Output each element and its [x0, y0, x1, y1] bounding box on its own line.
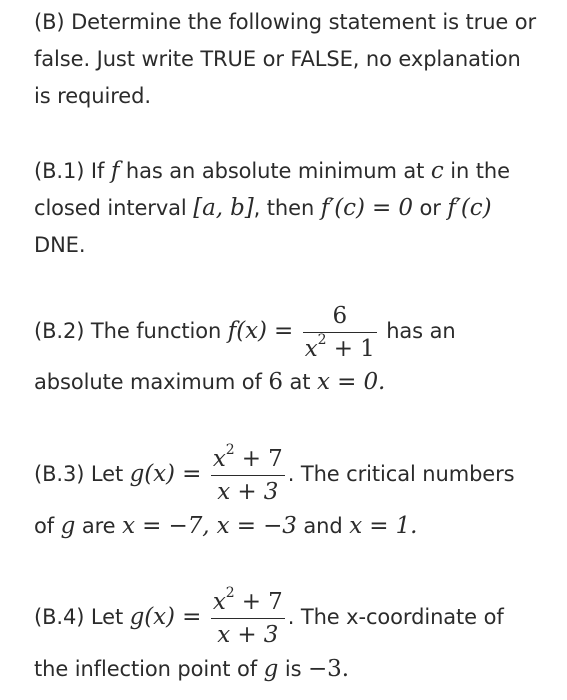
b4-numerator	[211, 584, 285, 617]
b2-line-1	[34, 298, 554, 364]
b4-fraction-bar	[211, 618, 285, 619]
intro-paragraph	[34, 4, 554, 115]
b2-line-2	[34, 364, 554, 401]
b2-numerator: 6	[332, 302, 347, 329]
b1-text-5: , then	[253, 196, 321, 220]
b3-text-4: are	[75, 514, 123, 538]
b1-text-3: in the	[443, 159, 510, 183]
intro-line-1: (B) Determine the following statement is true or	[34, 10, 537, 34]
b1-text-6: or	[412, 196, 448, 220]
b3-equation-2: x = 1.	[349, 513, 418, 539]
b1-text-1: (B.1) If	[34, 159, 111, 183]
b3-numerator	[211, 441, 285, 474]
b1-equation-1: f′(c) = 0	[320, 195, 413, 221]
b2-fraction	[303, 301, 377, 364]
b3-text-3: of	[34, 514, 61, 538]
b2-text-4: at	[282, 370, 317, 394]
b2-den-rest: + 1	[326, 335, 375, 362]
b2-den-base: x	[304, 335, 318, 362]
b4-line-1	[34, 583, 554, 651]
statement-b2	[34, 298, 554, 401]
b3-equation-1: x = −7, x = −3	[122, 513, 297, 539]
b4-num-base: x	[212, 588, 226, 615]
b4-fraction	[211, 584, 285, 650]
statement-b3	[34, 440, 554, 545]
b2-text-3: absolute maximum of	[34, 370, 269, 394]
b4-g: g	[263, 656, 279, 682]
b3-line-2	[34, 508, 554, 545]
b3-text-5: and	[296, 514, 350, 538]
b4-gx: g(x) =	[129, 604, 202, 630]
intro-line-3: is required.	[34, 84, 151, 108]
b4-text-1: (B.4) Let	[34, 605, 130, 629]
b1-line-1	[34, 153, 554, 190]
b3-fraction-bar	[211, 475, 285, 476]
b3-text-2: . The critical numbers	[287, 462, 515, 486]
b2-den-exp: 2	[317, 331, 327, 348]
b4-num-exp: 2	[225, 584, 235, 601]
b3-fraction	[211, 441, 285, 507]
b1-function-f: f	[110, 158, 120, 184]
b3-text-1: (B.3) Let	[34, 462, 130, 486]
b3-line-1	[34, 440, 554, 508]
b3-g: g	[60, 513, 76, 539]
b4-value: −3.	[308, 656, 349, 682]
b1-point-c: c	[430, 158, 444, 184]
b1-text-4: closed interval	[34, 196, 194, 220]
b3-num-rest: + 7	[234, 445, 283, 472]
intro-line-2: false. Just write TRUE or FALSE, no explanation	[34, 47, 521, 71]
b3-num-exp: 2	[225, 441, 235, 458]
b4-text-2: . The x-coordinate of	[287, 605, 504, 629]
b3-num-base: x	[212, 445, 226, 472]
b3-gx: g(x) =	[129, 461, 202, 487]
b4-line-2	[34, 651, 554, 688]
b4-text-3: the inflection point of	[34, 657, 264, 681]
b1-line-3: DNE.	[34, 233, 86, 257]
b2-fx: f(x) =	[227, 318, 294, 344]
statement-b1	[34, 153, 554, 264]
statement-b4	[34, 583, 554, 688]
b1-line-2	[34, 190, 554, 227]
b1-equation-2: f′(c)	[447, 195, 492, 221]
b2-equation: x = 0.	[316, 369, 386, 395]
b1-interval: [a, b]	[193, 195, 254, 221]
b2-text-1: (B.2) The function	[34, 319, 228, 343]
b2-fraction-bar	[303, 332, 377, 333]
b2-text-2: has an	[386, 319, 456, 343]
b4-denominator: x + 3	[217, 621, 279, 648]
b2-denominator	[303, 331, 377, 364]
b3-denominator: x + 3	[217, 478, 279, 505]
b2-value: 6	[268, 369, 283, 395]
b1-text-2: has an absolute minimum at	[119, 159, 431, 183]
b4-text-4: is	[278, 657, 308, 681]
b4-num-rest: + 7	[234, 588, 283, 615]
